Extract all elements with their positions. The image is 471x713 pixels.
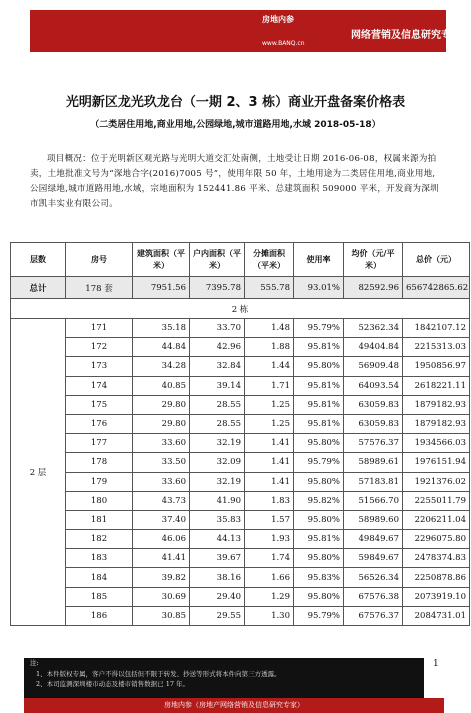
table-row	[11, 491, 470, 510]
table-row	[11, 376, 470, 395]
total-row	[11, 277, 470, 299]
total-total-price: 656742865.62	[403, 277, 470, 299]
cell-build-area: 29.80	[133, 414, 190, 433]
cell-shared-area: 1.30	[245, 606, 294, 625]
cell-total-price: 2296075.80	[403, 530, 470, 549]
cell-room: 175	[66, 395, 133, 414]
cell-usage-rate: 95.80%	[294, 549, 344, 568]
cell-build-area: 33.60	[133, 434, 190, 453]
cell-unit-price: 59849.67	[344, 549, 403, 568]
cell-usage-rate: 95.80%	[294, 510, 344, 529]
cell-build-area: 35.18	[133, 319, 190, 338]
table-header-row	[11, 243, 470, 277]
logo-url: www.BANQ.cn	[262, 40, 305, 47]
header-total-price: 总价（元）	[403, 243, 470, 277]
cell-unit-price: 49404.84	[344, 338, 403, 357]
cell-build-area: 33.50	[133, 453, 190, 472]
cell-room: 174	[66, 376, 133, 395]
cell-unit-price: 67576.37	[344, 606, 403, 625]
table-row	[11, 510, 470, 529]
cell-usage-rate: 95.79%	[294, 453, 344, 472]
cell-build-area: 30.85	[133, 606, 190, 625]
total-inner-area: 7395.78	[190, 277, 245, 299]
cell-build-area: 44.84	[133, 338, 190, 357]
cell-unit-price: 63059.83	[344, 395, 403, 414]
cell-usage-rate: 95.80%	[294, 434, 344, 453]
cell-shared-area: 1.57	[245, 510, 294, 529]
cell-total-price: 2255011.79	[403, 491, 470, 510]
cell-unit-price: 57183.81	[344, 472, 403, 491]
cell-usage-rate: 95.80%	[294, 357, 344, 376]
cell-inner-area: 29.40	[190, 587, 245, 606]
cell-build-area: 30.69	[133, 587, 190, 606]
cell-shared-area: 1.29	[245, 587, 294, 606]
cell-total-price: 1842107.12	[403, 319, 470, 338]
cell-unit-price: 57576.37	[344, 434, 403, 453]
header-inner-area: 户内面积（平米）	[190, 243, 245, 277]
cell-room: 171	[66, 319, 133, 338]
project-overview: 项目概况：位于光明新区观光路与光明大道交汇处南侧，土地受让日期 2016-06-08，权属来源为拍卖，土地批准文号为“深地合字(2016)7005 号”，使用年限 50 年，土地用途为二类居住用地,商业用地,公园绿地,城市道路用地,水域，宗地面积为 152441.86 平米、总建筑面积 509000 平米，开发商为深圳市凯丰实业有限公司。	[30, 154, 439, 209]
cell-usage-rate: 95.82%	[294, 491, 344, 510]
notes-box	[24, 658, 424, 698]
footer-banner: 房地内参（房地产网络营销及信息研究专家）	[24, 698, 444, 713]
cell-build-area: 34.28	[133, 357, 190, 376]
cell-total-price: 1921376.02	[403, 472, 470, 491]
cell-build-area: 43.73	[133, 491, 190, 510]
header-floor: 层数	[11, 243, 66, 277]
logo: 房地内参	[262, 15, 294, 24]
cell-inner-area: 32.19	[190, 472, 245, 491]
table-row	[11, 414, 470, 433]
cell-room: 177	[66, 434, 133, 453]
cell-room: 186	[66, 606, 133, 625]
price-table	[10, 242, 470, 626]
cell-unit-price: 56526.34	[344, 568, 403, 587]
cell-usage-rate: 95.83%	[294, 568, 344, 587]
document-subtitle: （二类居住用地,商业用地,公园绿地,城市道路用地,水域 2018-05-18）	[90, 120, 381, 130]
cell-room: 183	[66, 549, 133, 568]
cell-inner-area: 29.55	[190, 606, 245, 625]
header-unit-price: 均价（元/平米）	[344, 243, 403, 277]
cell-shared-area: 1.93	[245, 530, 294, 549]
cell-unit-price: 52362.34	[344, 319, 403, 338]
cell-room: 179	[66, 472, 133, 491]
cell-total-price: 2206211.04	[403, 510, 470, 529]
building-row	[11, 299, 470, 319]
cell-total-price: 2084731.01	[403, 606, 470, 625]
table-row	[11, 606, 470, 625]
table-row	[11, 338, 470, 357]
cell-inner-area: 41.90	[190, 491, 245, 510]
cell-total-price: 2250878.86	[403, 568, 470, 587]
cell-unit-price: 58989.60	[344, 510, 403, 529]
cell-inner-area: 28.55	[190, 395, 245, 414]
cell-shared-area: 1.41	[245, 472, 294, 491]
cell-room: 172	[66, 338, 133, 357]
cell-usage-rate: 95.81%	[294, 338, 344, 357]
cell-build-area: 41.41	[133, 549, 190, 568]
cell-build-area: 46.06	[133, 530, 190, 549]
table-row	[11, 357, 470, 376]
cell-inner-area: 39.14	[190, 376, 245, 395]
cell-shared-area: 1.66	[245, 568, 294, 587]
cell-room: 173	[66, 357, 133, 376]
cell-usage-rate: 95.79%	[294, 319, 344, 338]
cell-inner-area: 35.83	[190, 510, 245, 529]
note-item: 1、本件版权专属，客户不得以包括但不限于转发、抄送等形式将本件向第三方透露。	[36, 670, 281, 678]
cell-total-price: 1879182.93	[403, 395, 470, 414]
cell-build-area: 29.80	[133, 395, 190, 414]
cell-shared-area: 1.41	[245, 434, 294, 453]
cell-total-price: 1976151.94	[403, 453, 470, 472]
cell-build-area: 40.85	[133, 376, 190, 395]
cell-build-area: 33.60	[133, 472, 190, 491]
cell-inner-area: 38.16	[190, 568, 245, 587]
cell-room: 181	[66, 510, 133, 529]
cell-total-price: 1950856.97	[403, 357, 470, 376]
cell-room: 180	[66, 491, 133, 510]
cell-unit-price: 51566.70	[344, 491, 403, 510]
cell-shared-area: 1.25	[245, 414, 294, 433]
total-shared-area: 555.78	[245, 277, 294, 299]
cell-shared-area: 1.88	[245, 338, 294, 357]
cell-usage-rate: 95.81%	[294, 395, 344, 414]
cell-usage-rate: 95.80%	[294, 587, 344, 606]
cell-room: 178	[66, 453, 133, 472]
cell-inner-area: 33.70	[190, 319, 245, 338]
cell-total-price: 1934566.03	[403, 434, 470, 453]
table-row	[11, 472, 470, 491]
total-build-area: 7951.56	[133, 277, 190, 299]
cell-usage-rate: 95.80%	[294, 472, 344, 491]
header-shared-area: 分摊面积（平米）	[245, 243, 294, 277]
cell-room: 184	[66, 568, 133, 587]
header-room: 房号	[66, 243, 133, 277]
cell-unit-price: 63059.83	[344, 414, 403, 433]
cell-total-price: 2215313.03	[403, 338, 470, 357]
table-row	[11, 434, 470, 453]
header-build-area: 建筑面积（平米）	[133, 243, 190, 277]
cell-unit-price: 58989.61	[344, 453, 403, 472]
cell-shared-area: 1.25	[245, 395, 294, 414]
table-row	[11, 587, 470, 606]
table-row	[11, 568, 470, 587]
cell-shared-area: 1.74	[245, 549, 294, 568]
cell-build-area: 39.82	[133, 568, 190, 587]
cell-inner-area: 28.55	[190, 414, 245, 433]
cell-usage-rate: 95.81%	[294, 530, 344, 549]
cell-inner-area: 39.67	[190, 549, 245, 568]
floor-cell: 2 层	[11, 319, 66, 626]
cell-total-price: 2618221.11	[403, 376, 470, 395]
building-label: 2 栋	[11, 299, 470, 319]
cell-room: 185	[66, 587, 133, 606]
page-number: 1	[433, 659, 439, 669]
total-usage-rate: 93.01%	[294, 277, 344, 299]
banner-title: 网络营销及信息研究专家	[351, 30, 461, 41]
note-item: 2、本司监测深圳楼市动态及楼市销售数据已 17 年。	[36, 680, 190, 688]
cell-room: 176	[66, 414, 133, 433]
table-row	[11, 395, 470, 414]
cell-unit-price: 56909.48	[344, 357, 403, 376]
table-row	[11, 549, 470, 568]
cell-inner-area: 32.19	[190, 434, 245, 453]
cell-shared-area: 1.41	[245, 453, 294, 472]
cell-inner-area: 42.96	[190, 338, 245, 357]
notes-label: 注:	[30, 659, 39, 667]
cell-usage-rate: 95.79%	[294, 606, 344, 625]
cell-usage-rate: 95.81%	[294, 376, 344, 395]
cell-inner-area: 44.13	[190, 530, 245, 549]
total-unit-price: 82592.96	[344, 277, 403, 299]
cell-usage-rate: 95.81%	[294, 414, 344, 433]
cell-shared-area: 1.48	[245, 319, 294, 338]
cell-inner-area: 32.84	[190, 357, 245, 376]
total-count: 178 套	[66, 277, 133, 299]
cell-total-price: 2478374.83	[403, 549, 470, 568]
cell-shared-area: 1.71	[245, 376, 294, 395]
cell-room: 182	[66, 530, 133, 549]
header-usage-rate: 使用率	[294, 243, 344, 277]
cell-inner-area: 32.09	[190, 453, 245, 472]
cell-unit-price: 49849.67	[344, 530, 403, 549]
total-label: 总计	[11, 277, 66, 299]
cell-total-price: 2073919.10	[403, 587, 470, 606]
table-row	[11, 530, 470, 549]
table-row	[11, 319, 470, 338]
cell-unit-price: 64093.54	[344, 376, 403, 395]
cell-unit-price: 67576.38	[344, 587, 403, 606]
table-row	[11, 453, 470, 472]
document-title: 光明新区龙光玖龙台（一期 2、3 栋）商业开盘备案价格表	[65, 95, 406, 110]
cell-shared-area: 1.83	[245, 491, 294, 510]
cell-shared-area: 1.44	[245, 357, 294, 376]
cell-build-area: 37.40	[133, 510, 190, 529]
cell-total-price: 1879182.93	[403, 414, 470, 433]
